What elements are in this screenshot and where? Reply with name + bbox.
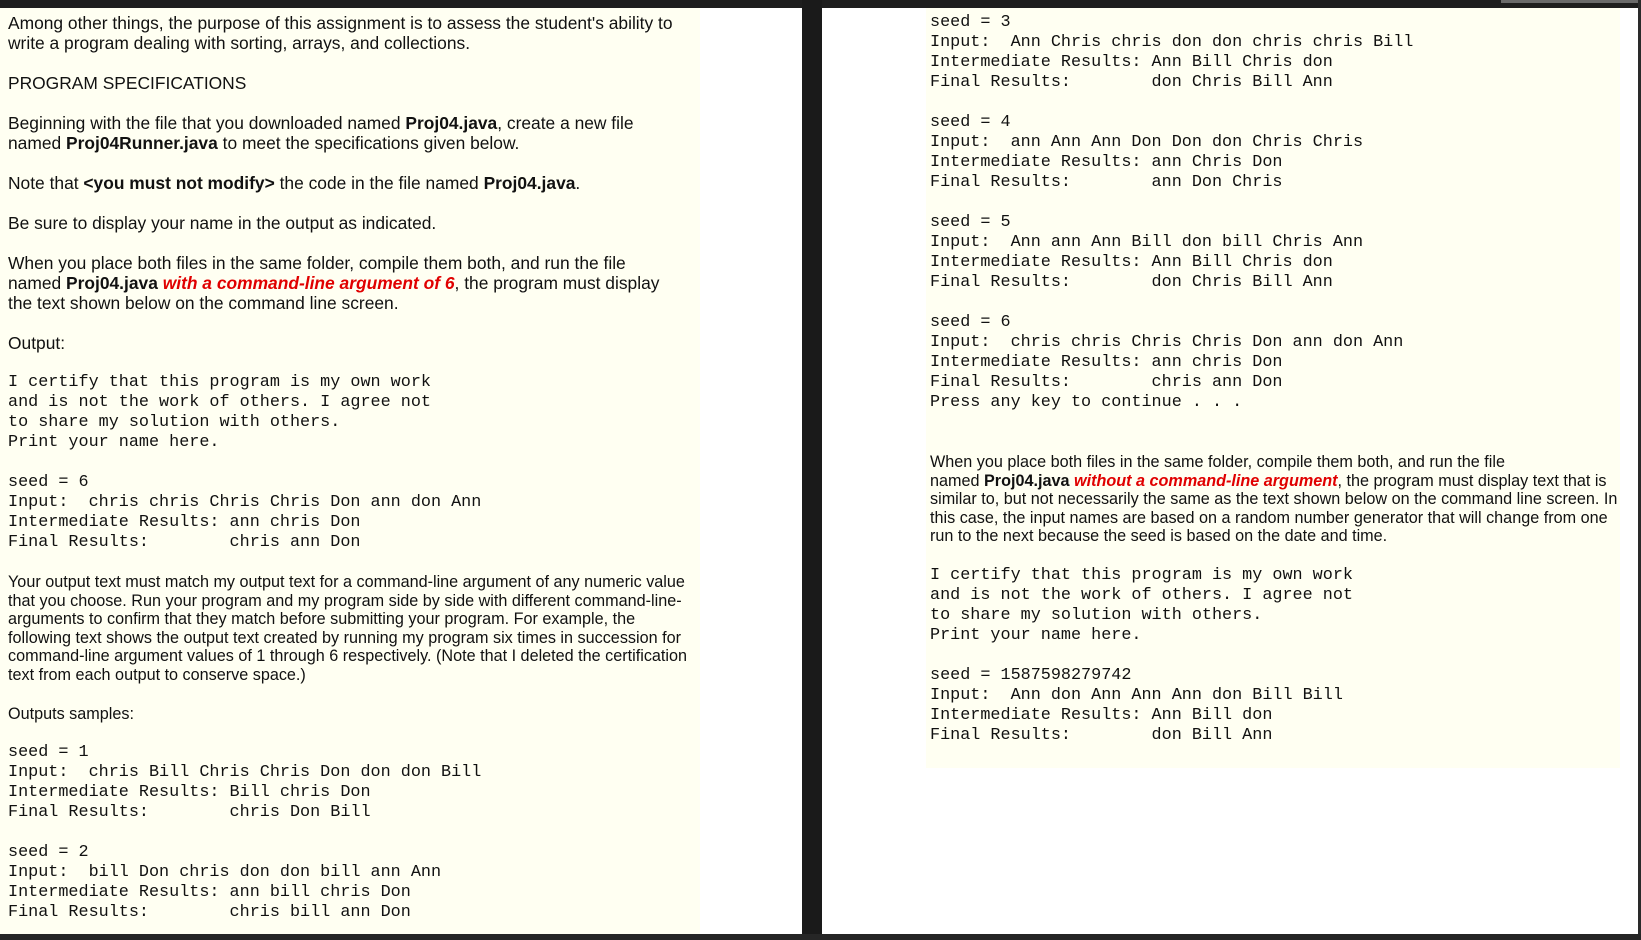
output-line: seed = 4 [930, 113, 1011, 132]
output-line: Input: Ann don Ann Ann Ann don Bill Bill [930, 685, 1343, 705]
run-paragraph-line-3: the text shown below on the command line screen. [8, 293, 399, 313]
match-paragraph-line: following text shows the output text created by running my program six times in succession for [8, 628, 681, 647]
certify-line: I certify that this program is my own work [930, 565, 1353, 585]
samples-label: Outputs samples: [8, 704, 134, 723]
output-line: Intermediate Results: Ann Bill don [930, 705, 1273, 725]
certify-line: and is not the work of others. I agree not [930, 585, 1353, 605]
press-any-key-line: Press any key to continue . . . [930, 393, 1243, 412]
output-line: Final Results: chris bill ann Don [8, 903, 411, 923]
match-paragraph-line: text from each output to conserve space.) [8, 665, 306, 684]
output-line: seed = 5 [930, 213, 1011, 232]
right-page[interactable] [822, 8, 1638, 934]
intro-line-2: write a program dealing with sorting, arrays, and collections. [8, 33, 471, 53]
output-line: Final Results: chris ann Don [930, 373, 1283, 392]
output-line: seed = 1587598279742 [930, 665, 1132, 685]
certify-line: Print your name here. [930, 625, 1142, 645]
output-line: Input: ann Ann Ann Don Don don Chris Chris [930, 133, 1364, 152]
random-paragraph-line: this case, the input names are based on a random number generator that will change from one [930, 508, 1608, 527]
section-heading: PROGRAM SPECIFICATIONS [8, 73, 247, 93]
match-paragraph-line: Your output text must match my output text for a command-line argument of any numeric value [8, 573, 685, 591]
output-label: Output: [8, 333, 66, 353]
output-line: Final Results: ann Don Chris [930, 173, 1283, 192]
output-line: Final Results: chris Don Bill [8, 803, 371, 823]
match-paragraph-line: command-line argument values of 1 through 6 respectively. (Note that I deleted the certification [8, 647, 688, 666]
output-line: Final Results: don Chris Bill Ann [930, 73, 1333, 92]
certify-line: Print your name here. [8, 433, 220, 452]
output-line: Intermediate Results: ann Chris Don [930, 153, 1283, 172]
output-line: Intermediate Results: ann chris Don [930, 353, 1283, 372]
output-line: Input: bill Don chris don don bill ann Ann [8, 863, 442, 883]
output-line: Input: Ann Chris chris don don chris chris Bill [930, 33, 1414, 52]
match-paragraph-line: that you choose. Run your program and my program side by side with different command-line- [8, 591, 682, 610]
output-line: Final Results: chris ann Don [8, 533, 361, 552]
right-document-body [926, 8, 1620, 768]
top-bar-accent [1501, 0, 1641, 3]
certify-line: I certify that this program is my own work [8, 373, 431, 392]
output-line: seed = 6 [8, 473, 89, 492]
run-paragraph-line-1: When you place both files in the same folder, compile them both, and run the file [8, 253, 626, 273]
window-bottom-bar [0, 934, 1641, 940]
intro-line-1: Among other things, the purpose of this assignment is to assess the student's ability to [8, 13, 673, 33]
output-line: Intermediate Results: ann bill chris Don [8, 883, 411, 903]
output-line: seed = 1 [8, 743, 89, 763]
output-line: Input: chris chris Chris Chris Don ann don Ann [8, 493, 482, 512]
name-note: Be sure to display your name in the output as indicated. [8, 213, 437, 233]
random-paragraph-line: named Proj04.java without a command-line argument, the program must display text that is [930, 471, 1607, 490]
output-line: Final Results: don Bill Ann [930, 725, 1273, 745]
spec-paragraph-line-1: Beginning with the file that you downloaded named Proj04.java, create a new file [8, 113, 634, 133]
output-line: seed = 2 [8, 843, 89, 863]
match-paragraph-line: arguments to confirm that they match before submitting your program. For example, the [8, 610, 636, 629]
random-paragraph-line: run to the next because the seed is based on the date and time. [930, 527, 1388, 546]
output-line: seed = 3 [930, 13, 1011, 32]
random-paragraph-line: When you place both files in the same folder, compile them both, and run the file [930, 453, 1505, 471]
pane-divider[interactable] [802, 0, 822, 940]
run-paragraph-line-2: named Proj04.java with a command-line argument of 6, the program must display [8, 273, 660, 293]
left-document-body [0, 8, 700, 934]
output-line: Intermediate Results: Ann Bill Chris don [930, 253, 1333, 272]
output-line: Input: Ann ann Ann Bill don bill Chris Ann [930, 233, 1364, 252]
random-paragraph-line: similar to, but not necessarily the same as the text shown below on the command line screen. In [930, 490, 1618, 509]
output-line: Input: chris chris Chris Chris Don ann don Ann [930, 333, 1404, 352]
output-line: Input: chris Bill Chris Chris Don don don Bill [8, 763, 482, 783]
output-line: Intermediate Results: ann chris Don [8, 513, 361, 532]
certify-line: and is not the work of others. I agree not [8, 393, 431, 412]
modify-note: Note that <you must not modify> the code in the file named Proj04.java. [8, 173, 581, 193]
output-line: Intermediate Results: Bill chris Don [8, 783, 371, 803]
certify-line: to share my solution with others. [930, 605, 1263, 625]
output-line: seed = 6 [930, 313, 1011, 332]
certify-line: to share my solution with others. [8, 413, 341, 432]
spec-paragraph-line-2: named Proj04Runner.java to meet the specifications given below. [8, 133, 520, 153]
output-line: Final Results: don Chris Bill Ann [930, 273, 1333, 292]
output-line: Intermediate Results: Ann Bill Chris don [930, 53, 1333, 72]
left-page[interactable] [0, 8, 802, 934]
